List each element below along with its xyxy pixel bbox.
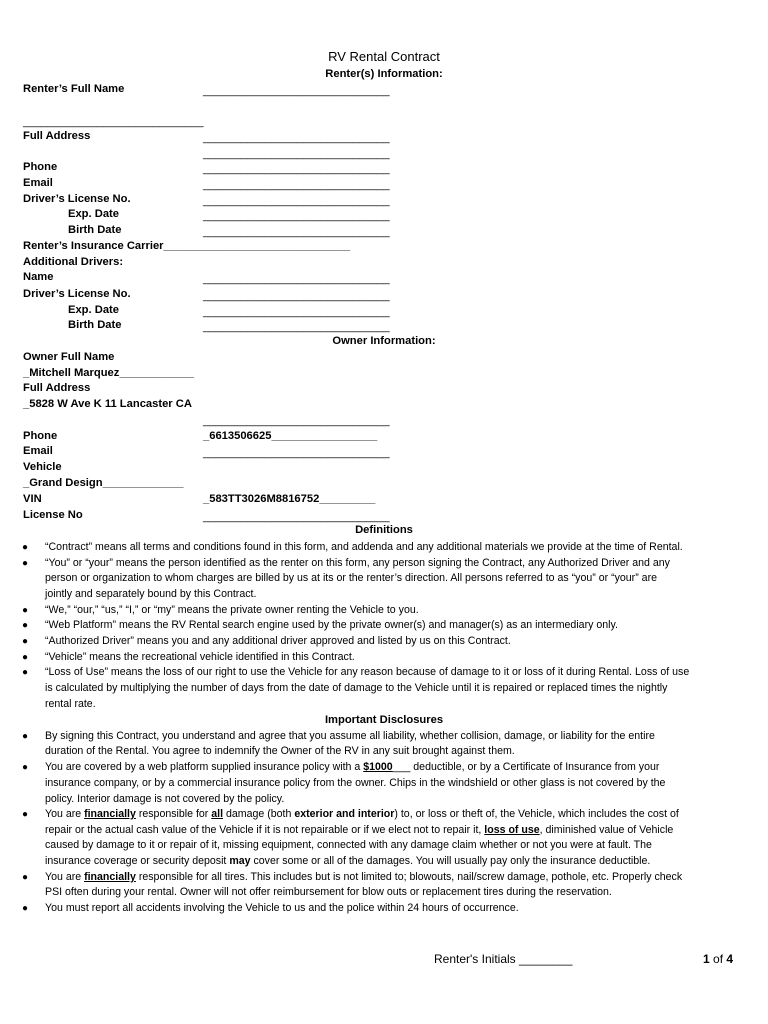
owner-phone-value[interactable]: _6613506625_________________ <box>203 430 378 442</box>
renter-initials-field[interactable]: Renter's Initials ________ <box>434 952 573 966</box>
owner-vin-value[interactable]: _583TT3026M8816752_________ <box>203 493 376 505</box>
bullet-icon: ● <box>22 809 29 820</box>
definition-authorized-driver: “Authorized Driver” means you and any additional driver approved and listed by us on this Contract. <box>45 635 511 647</box>
renter-license-field[interactable]: ______________________________ <box>203 195 390 207</box>
additional-name-label: Name <box>23 271 54 283</box>
owner-vehicle-label: Vehicle <box>23 461 62 473</box>
disclosure-damage-line: repair or the actual cash value of the Vehicle if it is not repairable or if we elect not to repair it, loss of use, diminished value of Vehicle <box>45 824 674 836</box>
owner-vin-label: VIN <box>23 493 42 505</box>
owner-full-name-value[interactable]: _Mitchell Marquez____________ <box>23 367 195 379</box>
renter-license-label: Driver’s License No. <box>23 193 131 205</box>
bullet-icon: ● <box>22 667 29 678</box>
disclosure-tires-line: You are financially responsible for all tires. This includes but is not limited to; blowouts, nail/screw damage, pothole, etc. Properly check <box>45 871 683 883</box>
renter-address-field-2[interactable]: ______________________________ <box>203 148 390 160</box>
bullet-icon: ● <box>22 542 29 553</box>
renter-email-label: Email <box>23 177 53 189</box>
bullet-icon: ● <box>22 872 29 883</box>
definition-vehicle: “Vehicle” means the recreational vehicle identified in this Contract. <box>45 651 355 663</box>
disclosure-damage-line: caused by damage to it or repair of it, missing equipment, connected with any damage claim whether or not you were at fault. The <box>45 839 652 851</box>
disclosure-damage-line: insurance coverage or security deposit may cover some or all of the damages. You will usually pay only the insurance deductible. <box>45 855 651 867</box>
renter-phone-label: Phone <box>23 161 58 173</box>
definition-web-platform: “Web Platform” means the RV Rental search engine used by the private owner(s) and manager(s) as an intermediary only. <box>45 619 618 631</box>
renter-email-field[interactable]: ______________________________ <box>203 179 390 191</box>
renter-birth-date-label: Birth Date <box>68 224 122 236</box>
additional-exp-date-field[interactable]: ______________________________ <box>203 306 390 318</box>
additional-birth-date-field[interactable]: ______________________________ <box>203 321 390 333</box>
disclosure-liability-line: duration of the Rental. You agree to indemnify the Owner of the RV in any suit brought against them. <box>45 745 515 757</box>
bullet-icon: ● <box>22 903 29 914</box>
owner-license-field[interactable]: ______________________________ <box>203 511 390 523</box>
page-number: 1 of 4 <box>703 952 734 966</box>
additional-license-field[interactable]: ______________________________ <box>203 290 390 302</box>
definition-you-line: person or organization to whom charges are billed by us at its or the renter’s direction. All persons referred to as “you” or “your” are <box>45 572 657 584</box>
definition-contract: “Contract” means all terms and conditions found in this form, and addenda and any additional materials we provide at the time of Rental. <box>45 541 683 553</box>
additional-exp-date-label: Exp. Date <box>68 304 119 316</box>
additional-name-field[interactable]: ______________________________ <box>203 273 390 285</box>
renter-phone-field[interactable]: ______________________________ <box>203 163 390 175</box>
bullet-icon: ● <box>22 731 29 742</box>
additional-license-label: Driver’s License No. <box>23 288 131 300</box>
definition-you-line: jointly and separately bound by this Contract. <box>45 588 257 600</box>
bullet-icon: ● <box>22 762 29 773</box>
bullet-icon: ● <box>22 620 29 631</box>
renter-section-heading: Renter(s) Information: <box>325 68 443 80</box>
disclosures-heading: Important Disclosures <box>324 714 444 726</box>
definitions-heading: Definitions <box>355 524 413 536</box>
bullet-icon: ● <box>22 652 29 663</box>
additional-drivers-label: Additional Drivers: <box>23 256 124 268</box>
disclosure-damage-line: You are financially responsible for all damage (both exterior and interior) to, or loss or theft of, the Vehicle, which includes the cost of <box>45 808 679 820</box>
definition-loss-of-use-line: rental rate. <box>45 698 96 710</box>
owner-address-field[interactable]: ______________________________ <box>203 415 390 427</box>
disclosure-report-accidents: You must report all accidents involving the Vehicle to us and the police within 24 hours of occurrence. <box>45 902 519 914</box>
owner-full-address-label: Full Address <box>23 382 91 394</box>
bullet-icon: ● <box>22 605 29 616</box>
disclosure-insurance-line: policy. Interior damage is not covered by the policy. <box>45 793 285 805</box>
owner-email-label: Email <box>23 445 53 457</box>
owner-email-field[interactable]: ______________________________ <box>203 447 390 459</box>
disclosure-insurance-line: You are covered by a web platform supplied insurance policy with a $1000___ deductible, or by a Certificate of Insurance from your <box>45 761 660 773</box>
renter-extra-line[interactable]: _____________________________ <box>23 116 204 128</box>
page-title: RV Rental Contract <box>328 49 440 64</box>
owner-section-heading: Owner Information: <box>332 335 436 347</box>
definition-you-line: “You” or “your” means the person identified as the renter on this form, any person signing the Contract, any Authorized Driver and any <box>45 557 670 569</box>
renter-address-field-1[interactable]: ______________________________ <box>203 132 390 144</box>
renter-full-name-label: Renter’s Full Name <box>23 83 125 95</box>
owner-address-value[interactable]: _5828 W Ave K 11 Lancaster CA <box>23 398 192 410</box>
disclosure-insurance-line: insurance company, or by a commercial insurance policy from the owner. Chips in the windshield or other glass is not covered by the <box>45 777 666 789</box>
bullet-icon: ● <box>22 558 29 569</box>
owner-license-label: License No <box>23 509 83 521</box>
disclosure-liability-line: By signing this Contract, you understand and agree that you assume all liability, whether collision, damage, or liability for the entire <box>45 730 655 742</box>
definition-loss-of-use-line: is calculated by multiplying the number of days from the date of damage to the Vehicle until it is repaired or replaced times the nightly <box>45 682 668 694</box>
renter-exp-date-field[interactable]: ______________________________ <box>203 210 390 222</box>
owner-vehicle-value[interactable]: _Grand Design_____________ <box>23 477 184 489</box>
renter-exp-date-label: Exp. Date <box>68 208 119 220</box>
disclosure-tires-line: PSI often during your rental. Owner will not offer reimbursement for blow outs or replacement tires during the reservation. <box>45 886 612 898</box>
renter-insurance-carrier-field[interactable]: Renter’s Insurance Carrier______________________________ <box>23 240 351 252</box>
renter-full-address-label: Full Address <box>23 130 91 142</box>
renter-birth-date-field[interactable]: ______________________________ <box>203 226 390 238</box>
owner-full-name-label: Owner Full Name <box>23 351 115 363</box>
additional-birth-date-label: Birth Date <box>68 319 122 331</box>
renter-full-name-field[interactable]: ______________________________ <box>203 85 390 97</box>
bullet-icon: ● <box>22 636 29 647</box>
owner-phone-label: Phone <box>23 430 58 442</box>
definition-loss-of-use-line: “Loss of Use” means the loss of our right to use the Vehicle for any reason because of damage to it or loss of it during Rental. Loss of use <box>45 666 690 678</box>
definition-we: “We,” “our,” “us,” “I,” or “my” means the private owner renting the Vehicle to you. <box>45 604 419 616</box>
